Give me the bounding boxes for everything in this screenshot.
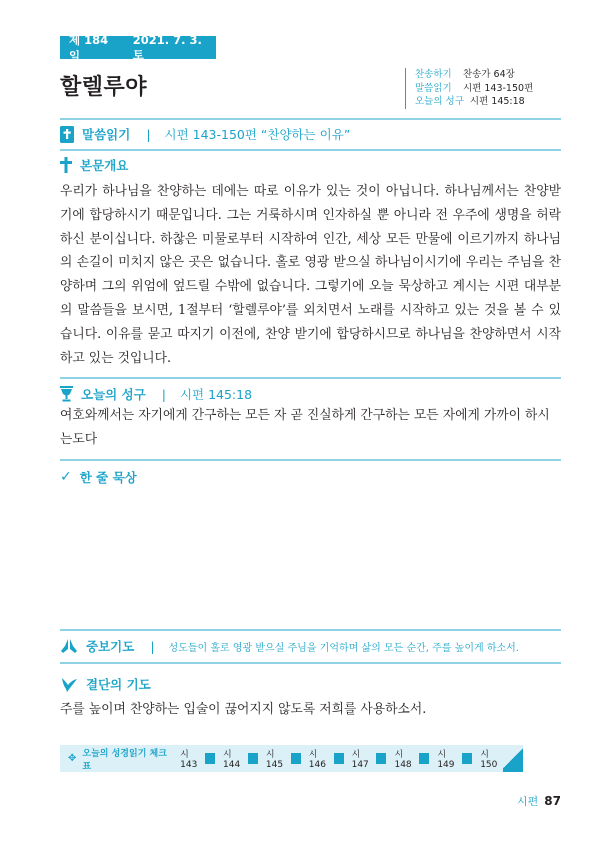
info-box	[405, 68, 533, 109]
verse-reference: 시편 145:18	[179, 387, 253, 402]
praying-hands-icon	[60, 638, 78, 654]
checklist-item[interactable]	[223, 747, 258, 770]
bible-icon	[60, 126, 74, 143]
intercession-header	[60, 637, 519, 655]
checklist-item[interactable]	[352, 747, 387, 770]
checkmark-icon: ✓	[60, 469, 72, 485]
chalice-icon	[60, 386, 73, 402]
page-footer	[517, 793, 561, 809]
resolution-text: 주를 높이며 찬양하는 입술이 끊어지지 않도록 저희를 사용하소서.	[60, 702, 427, 717]
overview-header	[60, 156, 128, 174]
checklist-item-label: 시144	[223, 750, 241, 770]
overview-text: 우리가 하나님을 찬양하는 데에는 따로 이유가 있는 것이 아닙니다. 하나님께서는 찬양받기에 합당하시기 때문입니다. 그는 거룩하시며 인자하실 뿐 아니라 전 우주에 생명을 허락하신 분이십니다. 하찮은 미물로부터 시작하여 인간, 세상 모든 만물에 이르기까지 하나님의 손길이 미치지 않은 곳은 없습니다. 홀로 영광 받으실 하나님이시기에 우리는 주님을 찬양하며 그의 위엄에 엎드릴 수밖에 없습니다. 그렇기에 오늘 묵상하고 계시는 시편 대부분의 말씀들을 보시면, 1절부터 ‘할렐루야’를 외치면서 노래를 시작하고 있는 것을 볼 수 있습니다. 이유를 묻고 따지기 이전에, 찬양 받기에 합당하시므로 하나님을 찬양하면서 시작하고 있는 것입니다.	[60, 184, 561, 366]
info-value: 시편 143-150편	[463, 82, 534, 94]
separator: |	[146, 126, 151, 142]
checkbox[interactable]	[419, 753, 429, 764]
checklist-corner	[503, 745, 523, 772]
divider	[60, 459, 561, 461]
checklist-title: 오늘의 성경읽기 체크표	[82, 748, 167, 772]
page-title: 할렐루야	[60, 75, 148, 100]
reading-label: 말씀읽기	[82, 127, 131, 142]
meditation-header	[60, 468, 137, 486]
reading-checklist	[60, 745, 523, 772]
info-value: 시편 145:18	[469, 96, 525, 107]
divider	[60, 149, 561, 151]
checklist-item-label: 시146	[308, 750, 326, 770]
divider	[60, 629, 561, 631]
intercession-text: 성도들이 홀로 영광 받으실 주님을 기억하며 삶의 모든 순간, 주를 높이게 하소서.	[168, 642, 519, 654]
dove-icon	[60, 676, 78, 693]
checklist-item[interactable]	[180, 747, 215, 770]
resolution-header	[60, 675, 151, 693]
checkbox[interactable]	[376, 753, 386, 764]
verse-label: 오늘의 성구	[81, 387, 146, 402]
book-name: 시편	[517, 795, 539, 808]
diamond-icon: ✥	[68, 753, 77, 764]
checklist-item[interactable]	[266, 747, 301, 770]
info-key: 찬송하기	[415, 69, 452, 80]
checklist-item[interactable]	[394, 747, 429, 770]
page-number: 87	[544, 794, 561, 808]
reading-header	[60, 125, 350, 143]
info-row-verse	[415, 95, 533, 109]
verse-text: 여호와께서는 자기에게 간구하는 모든 자 곧 진실하게 간구하는 모든 자에게 가까이 하시는도다	[60, 408, 550, 447]
info-value: 찬송가 64장	[463, 69, 515, 80]
checklist-item-label: 시150	[480, 750, 498, 770]
info-row-hymn	[415, 68, 533, 82]
resolution-label: 결단의 기도	[86, 677, 151, 692]
intercession-label: 중보기도	[86, 639, 135, 654]
verse-header	[60, 385, 252, 403]
date-bar	[60, 32, 216, 63]
divider	[60, 118, 561, 120]
checklist-item-label: 시149	[437, 750, 455, 770]
divider	[60, 662, 561, 664]
checklist-item[interactable]	[309, 747, 344, 770]
separator: |	[150, 638, 155, 654]
checklist-item-label: 시145	[265, 750, 284, 770]
info-key: 말씀읽기	[415, 82, 452, 94]
info-key: 오늘의 성구	[415, 96, 464, 107]
day-number: 제 184일	[69, 32, 109, 63]
checklist-item-label: 시148	[394, 750, 412, 770]
overview-label: 본문개요	[80, 158, 129, 173]
meditation-label: 한 줄 묵상	[79, 470, 137, 485]
cross-icon	[60, 157, 72, 173]
checkbox[interactable]	[248, 753, 258, 764]
checkbox[interactable]	[462, 753, 472, 764]
checkbox[interactable]	[291, 753, 301, 764]
reading-reference: 시편 143-150편 “찬양하는 이유”	[164, 127, 351, 142]
checkbox[interactable]	[205, 753, 215, 764]
checklist-item-label: 시147	[351, 750, 369, 770]
separator: |	[161, 386, 166, 402]
divider	[60, 377, 561, 379]
checklist-item-label: 시143	[180, 750, 198, 770]
checkbox[interactable]	[334, 753, 344, 764]
info-row-reading	[415, 82, 533, 96]
checklist-item[interactable]	[437, 747, 472, 770]
date: 2021. 7. 3. 토	[132, 32, 202, 62]
